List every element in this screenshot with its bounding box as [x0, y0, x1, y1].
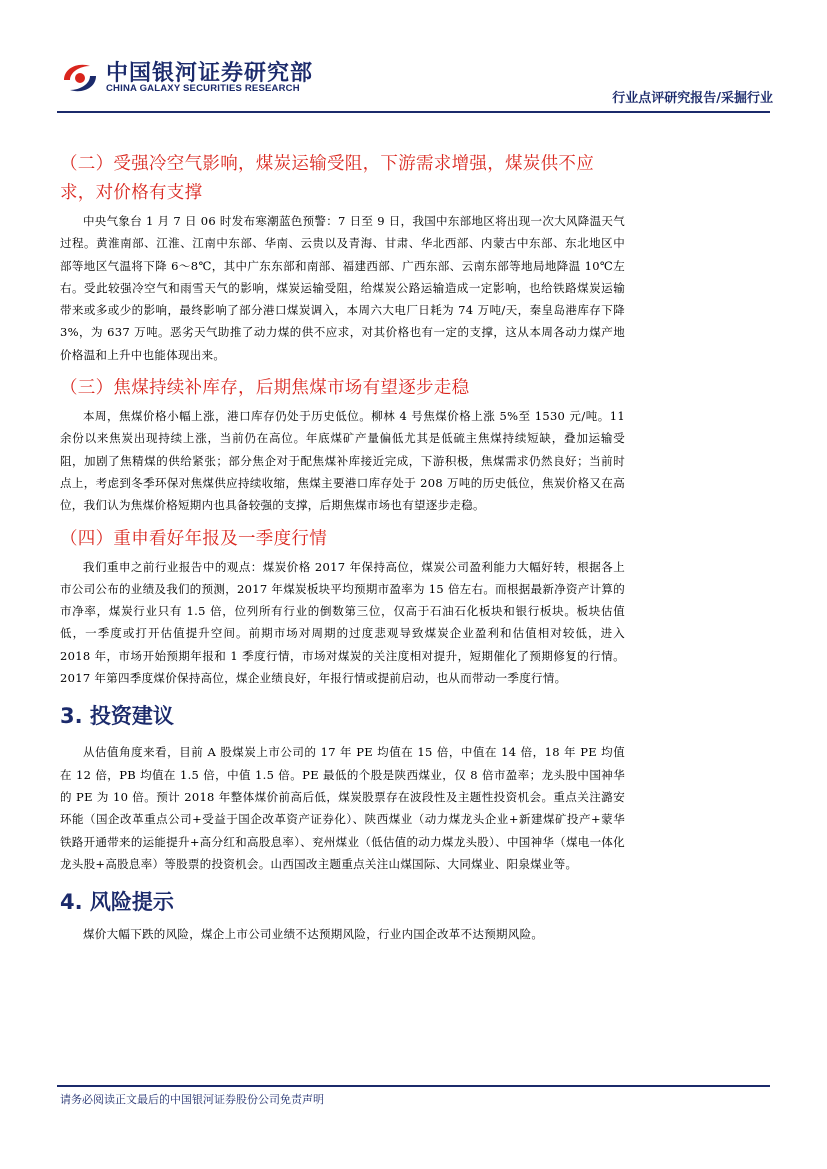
brand-name-en: CHINA GALAXY SECURITIES RESEARCH	[106, 83, 300, 94]
section-paragraph-4: 我们重申之前行业报告中的观点：煤炭价格 2017 年保持高位，煤炭公司盈利能力大幅好转，根据各上市公司公布的业绩及我们的预测，2017 年煤炭板块平均预期市盈率为 15 倍左右。而根据最新净资产计算的市净率，煤炭行业只有 1.5 倍，位列所有行业的倒数第三位，仅高于石油石化板块和银行板块。板块估值低，一季度或打开估值提升空间。前期市场对周期的过度悲观导致煤炭企业盈利和估值相对较低，进入 2018 年，市场开始预期年报和 1 季度行情，市场对煤炭的关注度相对提升，短期催化了预期修复的行情。2017 年第四季度煤价保持高位，煤企业绩良好，年报行情或提前启动，也从而带动一季度行情。	[60, 559, 625, 686]
report-type-label: 行业点评研究报告/采掘行业	[612, 91, 773, 106]
risk-warning-paragraph: 煤价大幅下跌的风险，煤企上市公司业绩不达预期风险，行业内国企改革不达预期风险。	[83, 927, 544, 942]
galaxy-logo-icon	[60, 58, 100, 98]
investment-advice-paragraph: 从估值角度来看，目前 A 股煤炭上市公司的 17 年 PE 均值在 15 倍，中值在 14 倍，18 年 PE 均值在 12 倍，PB 均值在 1.5 倍，中值 1.5 倍。PE 最低的个股是陕西煤业，仅 8 倍市盈率；龙头股中国神华的 PE 为 10 倍。预计 2018 年整体煤价前高后低，煤炭股票存在波段性及主题性投资机会。重点关注潞安环能（国企改革重点公司+受益于国企改革资产证券化）、陕西煤业（动力煤龙头企业+新建煤矿投产+蒙华铁路开通带来的运能提升+高分红和高股息率）、兖州煤业（低估值的动力煤龙头股）、中国神华（煤电一体化龙头股+高股息率）等股票的投资机会。山西国改主题重点关注山煤国际、大同煤业、阳泉煤业等。	[60, 745, 625, 871]
footer-divider	[57, 1085, 770, 1087]
section-heading-2: （二）受强冷空气影响，煤炭运输受阻，下游需求增强，煤炭供不应求，对价格有支撑	[60, 154, 594, 203]
brand-name-cn: 中国银河证券研究部	[106, 61, 314, 86]
report-body	[60, 150, 625, 945]
section-heading-3: （三）焦煤持续补库存，后期焦煤市场有望逐步走稳	[60, 378, 470, 399]
footer-disclaimer: 请务必阅读正文最后的中国银河证券股份公司免责声明	[60, 1093, 324, 1106]
header-divider	[57, 111, 770, 113]
section-paragraph-2: 中央气象台 1 月 7 日 06 时发布寒潮蓝色预警：7 日至 9 日，我国中东部地区将出现一次大风降温天气过程。黄淮南部、江淮、江南中东部、华南、云贵以及青海、甘肃、华北西部、内蒙古中东部、东北地区中部等地区气温将下降 6～8℃，其中广东东部和南部、福建西部、广西东部、云南东部等地局地降温 10℃左右。受此较强冷空气和雨雪天气的影响，煤炭运输受阻，给煤炭公路运输造成一定影响，也给铁路煤炭运输带来或多或少的影响，最终影响了部分港口煤炭调入，本周六大电厂日耗为 74 万吨/天，秦皇岛港库存下降 3%，为 637 万吨。恶劣天气助推了动力煤的供不应求，对其价格也有一定的支撑，这从本周各动力煤产地价格温和上升中也能体现出来。	[60, 214, 625, 362]
risk-warning-heading: 4. 风险提示	[60, 890, 174, 915]
investment-advice-heading: 3. 投资建议	[60, 704, 174, 729]
page-header	[60, 50, 773, 110]
section-heading-4: （四）重申看好年报及一季度行情	[60, 528, 327, 549]
section-paragraph-3: 本周，焦煤价格小幅上涨，港口库存仍处于历史低位。柳林 4 号焦煤价格上涨 5%至 1530 元/吨。11 余份以来焦炭出现持续上涨，当前仍在高位。年底煤矿产量偏低尤其是低硫主焦煤持续短缺，叠加运输受阻，加剧了焦精煤的供给紧张；部分焦企对于配焦煤补库接近完成，下游积极，焦煤需求仍然良好；当前时点上，考虑到冬季环保对焦煤供应持续收缩，焦煤主要港口库存处于 208 万吨的历史低位，焦炭价格又在高位，我们认为焦煤价格短期内也具备较强的支撑，后期焦煤市场也有望逐步走稳。	[60, 409, 625, 513]
